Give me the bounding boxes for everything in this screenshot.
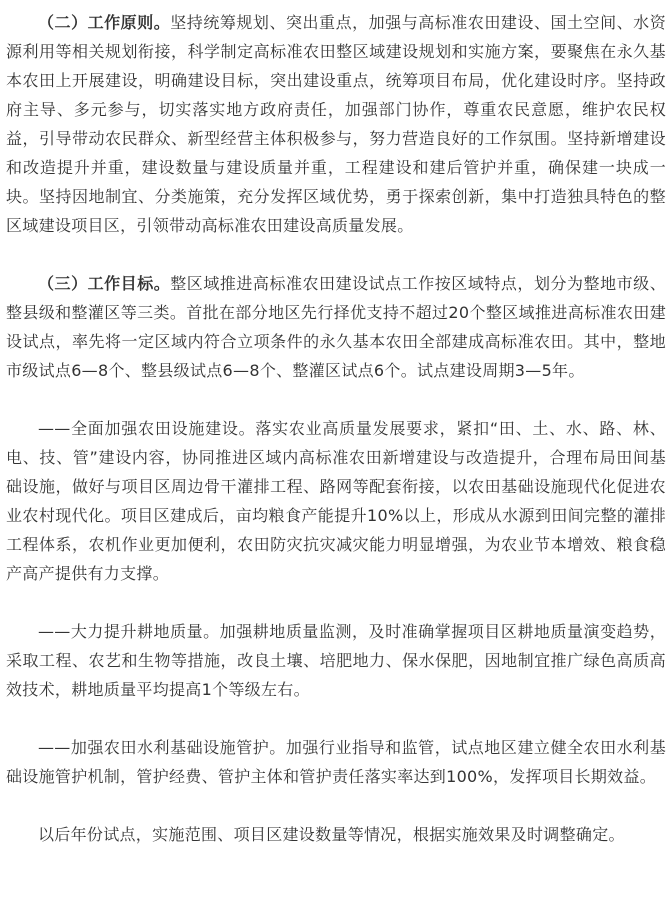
section-heading-work-goals: （三）工作目标。 [38, 274, 171, 293]
section-heading-work-principles: （二）工作原则。 [38, 13, 171, 32]
paragraph-text: 以后年份试点，实施范围、项目区建设数量等情况，根据实施效果及时调整确定。 [38, 825, 625, 844]
paragraph-later-pilots [6, 820, 666, 849]
paragraph-text: 整区域推进高标准农田建设试点工作按区域特点，划分为整地市级、整县级和整灌区等三类。首批在部分地区先行择优支持不超过20个整区域推进高标准农田建设试点，率先将一定区域内符合立项条件的永久基本农田全部建成高标准农田。其中，整地市级试点6—8个、整县级试点6—8个、整灌区试点6个。试点建设周期3—5年。 [6, 274, 666, 380]
paragraph-text: 坚持统筹规划、突出重点，加强与高标准农田建设、国土空间、水资源利用等相关规划衔接，科学制定高标准农田整区域建设规划和实施方案，要聚焦在永久基本农田上开展建设，明确建设目标，突出建设重点，统筹项目布局，优化建设时序。坚持政府主导、多元参与，切实落实地方政府责任，加强部门协作，尊重农民意愿，维护农民权益，引导带动农民群众、新型经营主体积极参与，努力营造良好的工作氛围。坚持新增建设和改造提升并重，建设数量与建设质量并重，工程建设和建后管护并重，确保建一块成一块。坚持因地制宜、分类施策，充分发挥区域优势，勇于探索创新，集中打造独具特色的整区域建设项目区，引领带动高标准农田建设高质量发展。 [6, 13, 666, 235]
paragraph-farmland-facilities [6, 414, 666, 588]
paragraph-text: ——加强农田水利基础设施管护。加强行业指导和监管，试点地区建立健全农田水利基础设施管护机制，管护经费、管护主体和管护责任落实率达到100%，发挥项目长期效益。 [6, 738, 666, 786]
paragraph-text: ——大力提升耕地质量。加强耕地质量监测，及时准确掌握项目区耕地质量演变趋势，采取工程、农艺和生物等措施，改良土壤、培肥地力、保水保肥，因地制宜推广绿色高质高效技术，耕地质量平均提高1个等级左右。 [6, 622, 666, 699]
paragraph-water-maintenance [6, 733, 666, 791]
paragraph-work-principles [6, 8, 666, 240]
paragraph-text: ——全面加强农田设施建设。落实农业高质量发展要求，紧扣“田、土、水、路、林、电、技、管”建设内容，协同推进区域内高标准农田新增建设与改造提升，合理布局田间基础设施，做好与项目区周边骨干灌排工程、路网等配套衔接，以农田基础设施现代化促进农业农村现代化。项目区建成后，亩均粮食产能提升10%以上，形成从水源到田间完整的灌排工程体系，农机作业更加便利，农田防灾抗灾减灾能力明显增强，为农业节本增效、粮食稳产高产提供有力支撑。 [6, 419, 666, 583]
paragraph-soil-quality [6, 617, 666, 704]
paragraph-work-goals [6, 269, 666, 385]
